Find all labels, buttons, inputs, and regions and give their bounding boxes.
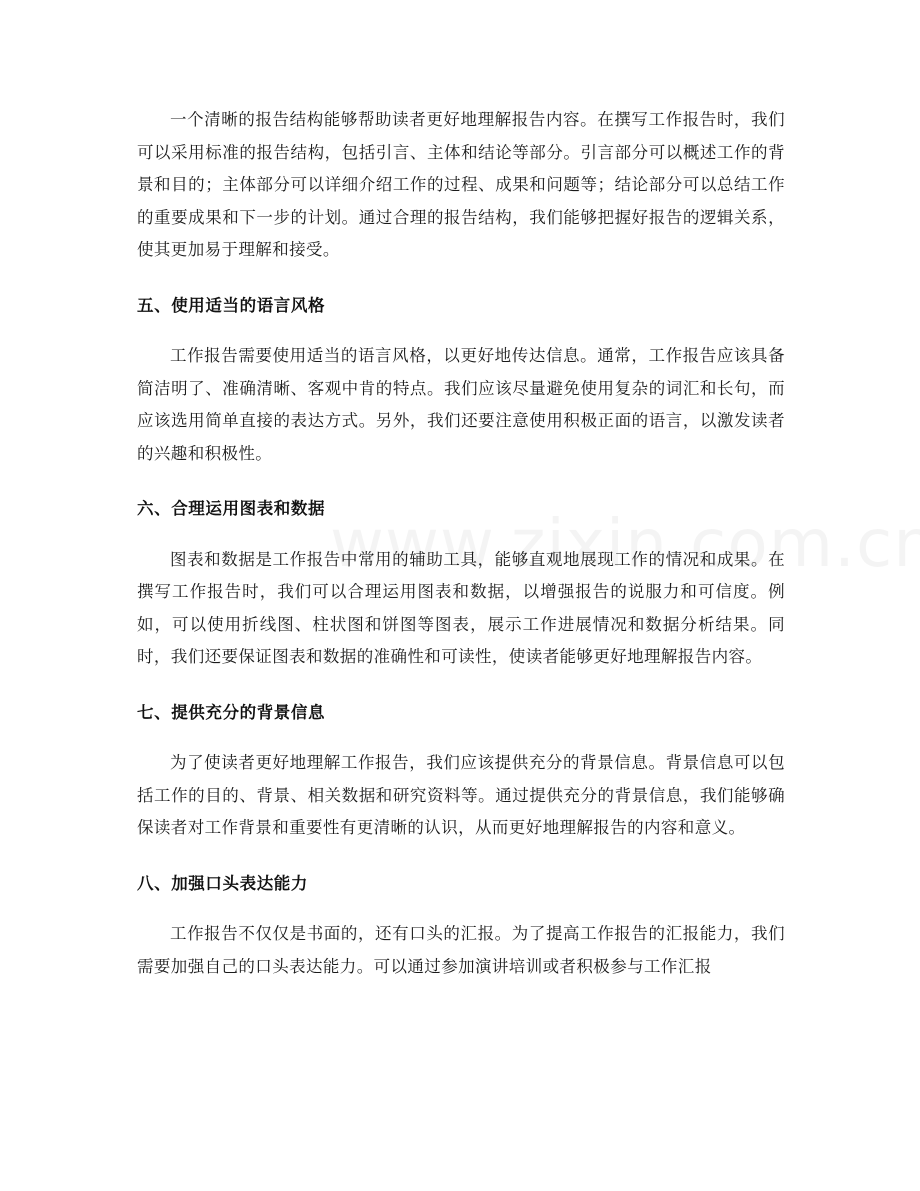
paragraph-language-style: 工作报告需要使用适当的语言风格，以更好地传达信息。通常，工作报告应该具备简洁明了、准确清晰、客观中肯的特点。我们应该尽量避免使用复杂的词汇和长句，而应该选用简单直接的表达方式。另外，我们还要注意使用积极正面的语言，以激发读者的兴趣和积极性。 — [137, 346, 785, 463]
paragraph-oral-expression: 工作报告不仅仅是书面的，还有口头的汇报。为了提高工作报告的汇报能力，我们需要加强自己的口头表达能力。可以通过参加演讲培训或者积极参与工作汇报 — [137, 924, 785, 976]
paragraph-charts-data: 图表和数据是工作报告中常用的辅助工具，能够直观地展现工作的情况和成果。在撰写工作报告时，我们可以合理运用图表和数据，以增强报告的说服力和可信度。例如，可以使用折线图、柱状图和饼图等图表，展示工作进展情况和数据分析结果。同时，我们还要保证图表和数据的准确性和可读性，使读者能够更好地理解报告内容。 — [137, 549, 785, 666]
heading-section-7: 七、提供充分的背景信息 — [137, 702, 326, 722]
document-body — [137, 104, 785, 983]
heading-section-8: 八、加强口头表达能力 — [137, 873, 308, 893]
heading-section-5: 五、使用适当的语言风格 — [137, 295, 326, 315]
paragraph-report-structure: 一个清晰的报告结构能够帮助读者更好地理解报告内容。在撰写工作报告时，我们可以采用标准的报告结构，包括引言、主体和结论等部分。引言部分可以概述工作的背景和目的；主体部分可以详细介绍工作的过程、成果和问题等；结论部分可以总结工作的重要成果和下一步的计划。通过合理的报告结构，我们能够把握好报告的逻辑关系，使其更加易于理解和接受。 — [137, 110, 785, 259]
paragraph-background-info: 为了使读者更好地理解工作报告，我们应该提供充分的背景信息。背景信息可以包括工作的目的、背景、相关数据和研究资料等。通过提供充分的背景信息，我们能够确保读者对工作背景和重要性有更清晰的认识，从而更好地理解报告的内容和意义。 — [137, 753, 785, 837]
heading-section-6: 六、合理运用图表和数据 — [137, 499, 326, 518]
